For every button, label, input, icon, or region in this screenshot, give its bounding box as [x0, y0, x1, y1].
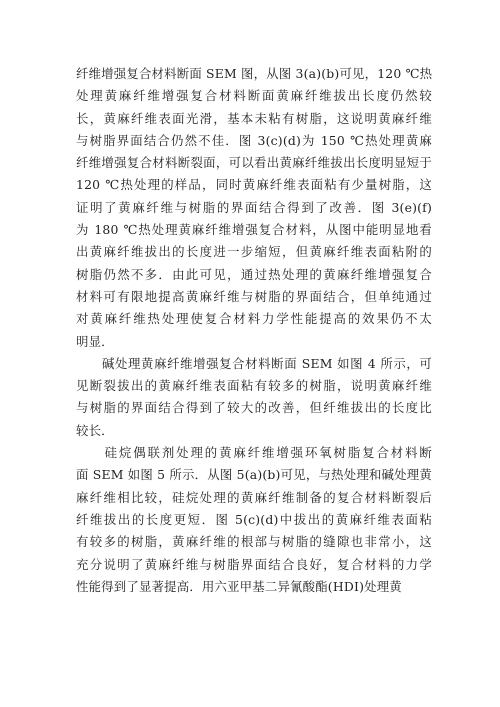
text-line: 硅烷偶联剂处理的黄麻纤维增强环氧树脂复合材料断	[76, 445, 432, 461]
text-line: 树脂仍然不多．由此可见，通过热处理的黄麻纤维增强复合	[76, 266, 432, 282]
body-text	[76, 63, 432, 598]
text-line: 材料可有限地提高黄麻纤维与树脂的界面结合，但单纯通过	[76, 288, 432, 304]
paragraph	[76, 442, 432, 598]
text-line: 性能得到了显著提高．用六亚甲基二异氰酸酯(HDI)处理黄	[76, 578, 402, 594]
text-line: 证明了黄麻纤维与树脂的界面结合得到了改善．图 3(e)(f)	[76, 199, 432, 215]
text-line: 碱处理黄麻纤维增强复合材料断面 SEM 如图 4 所示，可	[76, 355, 432, 371]
text-line: 明显．	[76, 333, 114, 349]
text-line: 120 ℃热处理的样品，同时黄麻纤维表面粘有少量树脂，这	[76, 177, 432, 193]
text-line: 出黄麻纤维拔出的长度进一步缩短，但黄麻纤维表面粘附的	[76, 244, 432, 260]
text-line: 有较多的树脂，黄麻纤维的根部与树脂的缝隙也非常小，这	[76, 534, 432, 550]
text-line: 纤维拔出的长度更短．图 5(c)(d)中拔出的黄麻纤维表面粘	[76, 511, 432, 527]
text-line: 面 SEM 如图 5 所示．从图 5(a)(b)可见，与热处理和碱处理黄	[76, 467, 432, 483]
text-line: 纤维增强复合材料断面 SEM 图，从图 3(a)(b)可见，120 ℃热	[76, 66, 432, 81]
text-line: 长，黄麻纤维表面光滑，基本未粘有树脂，这说明黄麻纤维	[76, 110, 432, 126]
text-line: 纤维增强复合材料断裂面，可以看出黄麻纤维拔出长度明显短于	[76, 155, 432, 171]
text-line: 充分说明了黄麻纤维与树脂界面结合良好，复合材料的力学	[76, 556, 432, 572]
paragraph	[76, 353, 432, 442]
text-line: 为 180 ℃热处理黄麻纤维增强复合材料，从图中能明显地看	[76, 222, 432, 238]
text-line: 与树脂的界面结合得到了较大的改善，但纤维拔出的长度比	[76, 400, 432, 416]
text-line: 见断裂拔出的黄麻纤维表面粘有较多的树脂，说明黄麻纤维	[76, 378, 432, 394]
text-line: 处理黄麻纤维增强复合材料断面黄麻纤维拔出长度仍然较	[76, 88, 432, 104]
text-line: 较长．	[76, 422, 114, 438]
text-line: 与树脂界面结合仍然不佳．图 3(c)(d)为 150 ℃热处理黄麻	[76, 132, 432, 148]
text-line: 麻纤维相比较，硅烷处理的黄麻纤维制备的复合材料断裂后	[76, 489, 432, 505]
text-line: 对黄麻纤维热处理使复合材料力学性能提高的效果仍不太	[76, 311, 432, 327]
paragraph	[76, 63, 432, 353]
